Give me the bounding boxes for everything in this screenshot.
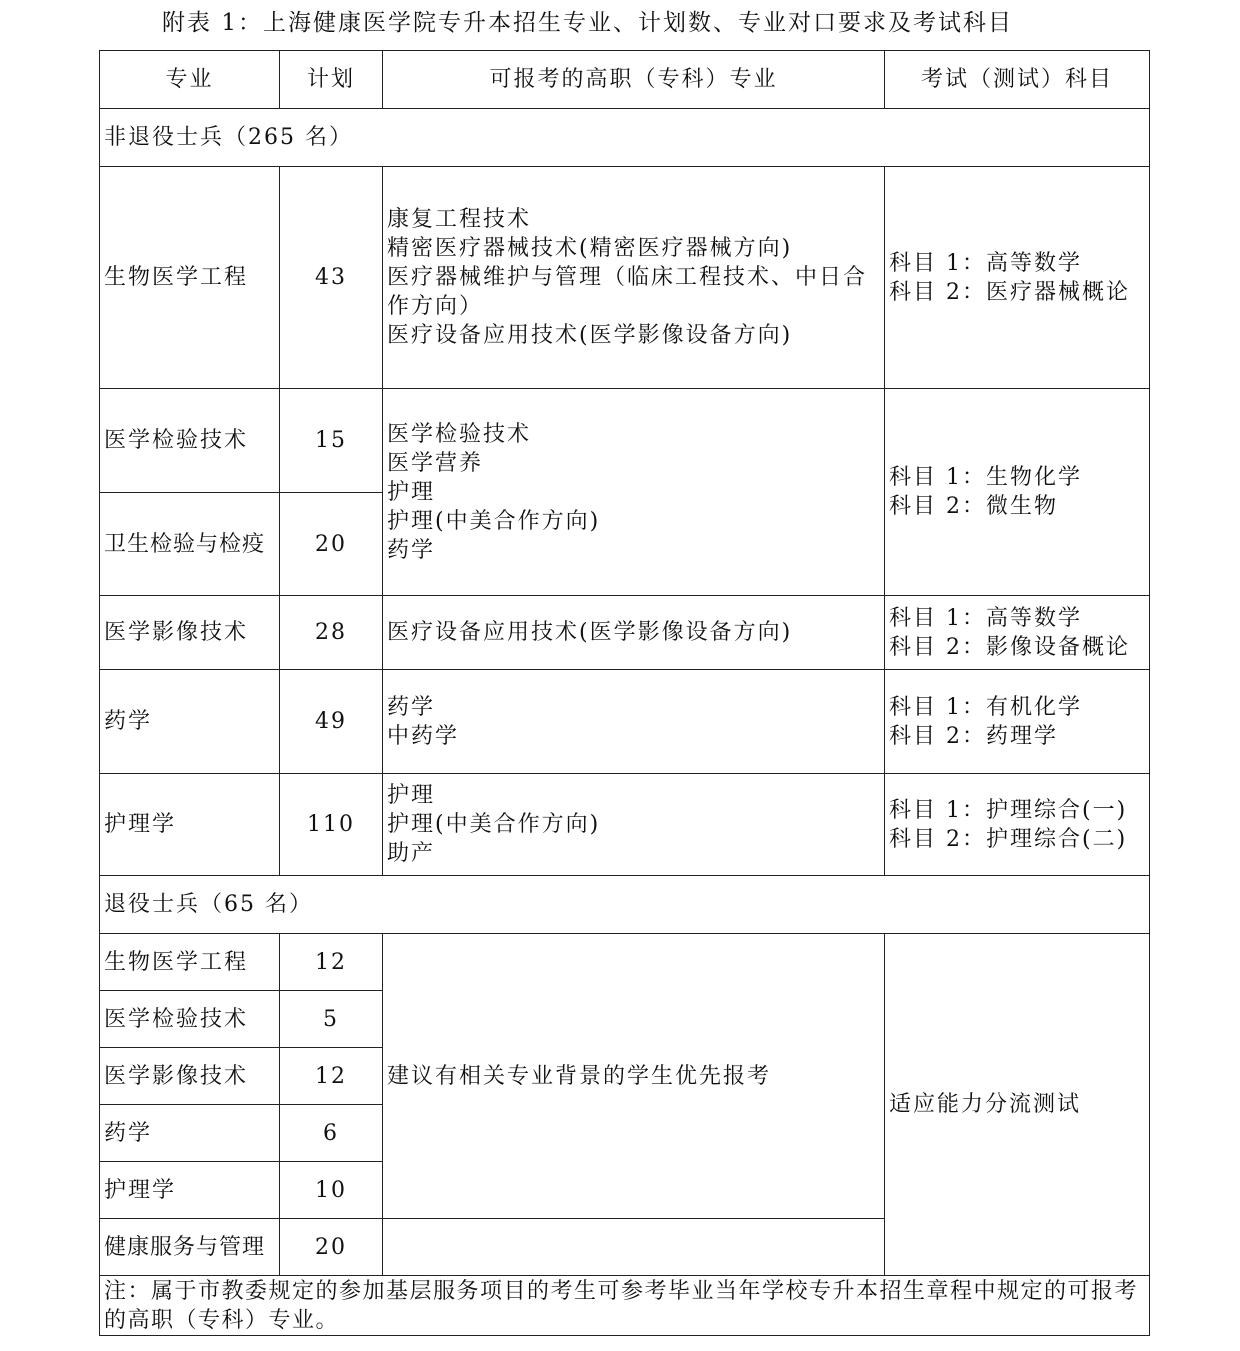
table-row: [100, 167, 1150, 389]
exam-line: 科目 2：医疗器械概论: [889, 279, 1130, 305]
plan-cell: 6: [280, 1105, 383, 1162]
plan-cell: 12: [280, 934, 383, 991]
eligible-cell: [383, 774, 885, 876]
plan-cell: 10: [280, 1162, 383, 1219]
eligible-line: 药学: [387, 694, 436, 720]
eligible-line: 药学: [387, 537, 436, 563]
eligible-line: 医疗器械维护与管理（临床工程技术、中日合作方向）: [387, 265, 868, 319]
section-title-non-veteran: 非退役士兵（265 名）: [100, 109, 1150, 167]
major-cell: 医学检验技术: [100, 991, 280, 1048]
eligible-cell: [383, 167, 885, 389]
exam-line: 科目 2：护理综合(二): [889, 826, 1128, 852]
eligible-cell: [383, 670, 885, 774]
eligible-line: 中药学: [387, 723, 460, 749]
admission-table: [99, 50, 1150, 1336]
plan-cell: 49: [280, 670, 383, 774]
eligible-line: 护理(中美合作方向): [387, 812, 601, 837]
header-row: [100, 51, 1150, 109]
plan-cell: 12: [280, 1048, 383, 1105]
eligible-line: 精密医疗器械技术(精密医疗器械方向): [387, 236, 793, 261]
note-row: [100, 1276, 1150, 1336]
eligible-line: 康复工程技术: [387, 207, 532, 232]
major-cell: 生物医学工程: [100, 934, 280, 991]
eligible-cell: [383, 389, 885, 596]
plan-cell: 43: [280, 167, 383, 389]
major-cell: 医学影像技术: [100, 596, 280, 670]
header-eligible: 可报考的高职（专科）专业: [383, 51, 885, 109]
eligible-line: 医疗设备应用技术(医学影像设备方向): [387, 620, 793, 645]
veteran-eligible-cell: 建议有相关专业背景的学生优先报考: [383, 934, 885, 1219]
major-cell: 药学: [100, 1105, 280, 1162]
table-row: [100, 389, 1150, 493]
exam-line: 科目 2：微生物: [889, 494, 1058, 519]
exam-cell: [885, 774, 1150, 876]
plan-cell: 5: [280, 991, 383, 1048]
header-plan: 计划: [280, 51, 383, 109]
eligible-cell: [383, 596, 885, 670]
exam-cell: [885, 670, 1150, 774]
exam-cell: [885, 596, 1150, 670]
eligible-line: 助产: [387, 841, 436, 866]
exam-cell: [885, 389, 1150, 596]
eligible-line: 护理: [387, 783, 436, 808]
major-cell: 护理学: [100, 774, 280, 876]
exam-cell: [885, 167, 1150, 389]
major-cell: 药学: [100, 670, 280, 774]
major-cell: 卫生检验与检疫: [100, 493, 280, 596]
eligible-line: 医学营养: [387, 450, 484, 476]
major-cell: 医学检验技术: [100, 389, 280, 493]
empty-cell: [383, 1219, 885, 1276]
section-title-veteran: 退役士兵（65 名）: [100, 876, 1150, 934]
exam-line: 科目 1：生物化学: [889, 465, 1082, 490]
section-row-veteran: [100, 876, 1150, 934]
header-exam: 考试（测试）科目: [885, 51, 1150, 109]
exam-line: 科目 1：有机化学: [889, 694, 1082, 720]
document-title: 附表 1：上海健康医学院专升本招生专业、计划数、专业对口要求及考试科目: [162, 10, 1013, 36]
table-row: [100, 596, 1150, 670]
major-cell: 生物医学工程: [100, 167, 280, 389]
exam-line: 科目 2：影像设备概论: [889, 634, 1130, 660]
table-row: [100, 934, 1150, 991]
plan-cell: 110: [280, 774, 383, 876]
veteran-exam-cell: 适应能力分流测试: [885, 934, 1150, 1276]
eligible-line: 护理(中美合作方向): [387, 508, 601, 534]
plan-cell: 15: [280, 389, 383, 493]
plan-cell: 28: [280, 596, 383, 670]
section-row-non-veteran: [100, 109, 1150, 167]
exam-line: 科目 1：护理综合(一): [889, 797, 1128, 823]
plan-cell: 20: [280, 493, 383, 596]
major-cell: 医学影像技术: [100, 1048, 280, 1105]
table-row: [100, 670, 1150, 774]
note-text: 注：属于市教委规定的参加基层服务项目的考生可参考毕业当年学校专升本招生章程中规定的可报考的高职（专科）专业。: [100, 1276, 1150, 1336]
exam-line: 科目 2：药理学: [889, 723, 1058, 749]
exam-line: 科目 1：高等数学: [889, 250, 1082, 276]
header-major: 专业: [100, 51, 280, 109]
major-cell: 健康服务与管理: [100, 1219, 280, 1276]
plan-cell: 20: [280, 1219, 383, 1276]
eligible-line: 医疗设备应用技术(医学影像设备方向): [387, 323, 793, 348]
eligible-line: 护理: [387, 479, 436, 505]
major-cell: 护理学: [100, 1162, 280, 1219]
exam-line: 科目 1：高等数学: [889, 605, 1082, 631]
eligible-line: 医学检验技术: [387, 421, 532, 447]
table-row: [100, 774, 1150, 876]
